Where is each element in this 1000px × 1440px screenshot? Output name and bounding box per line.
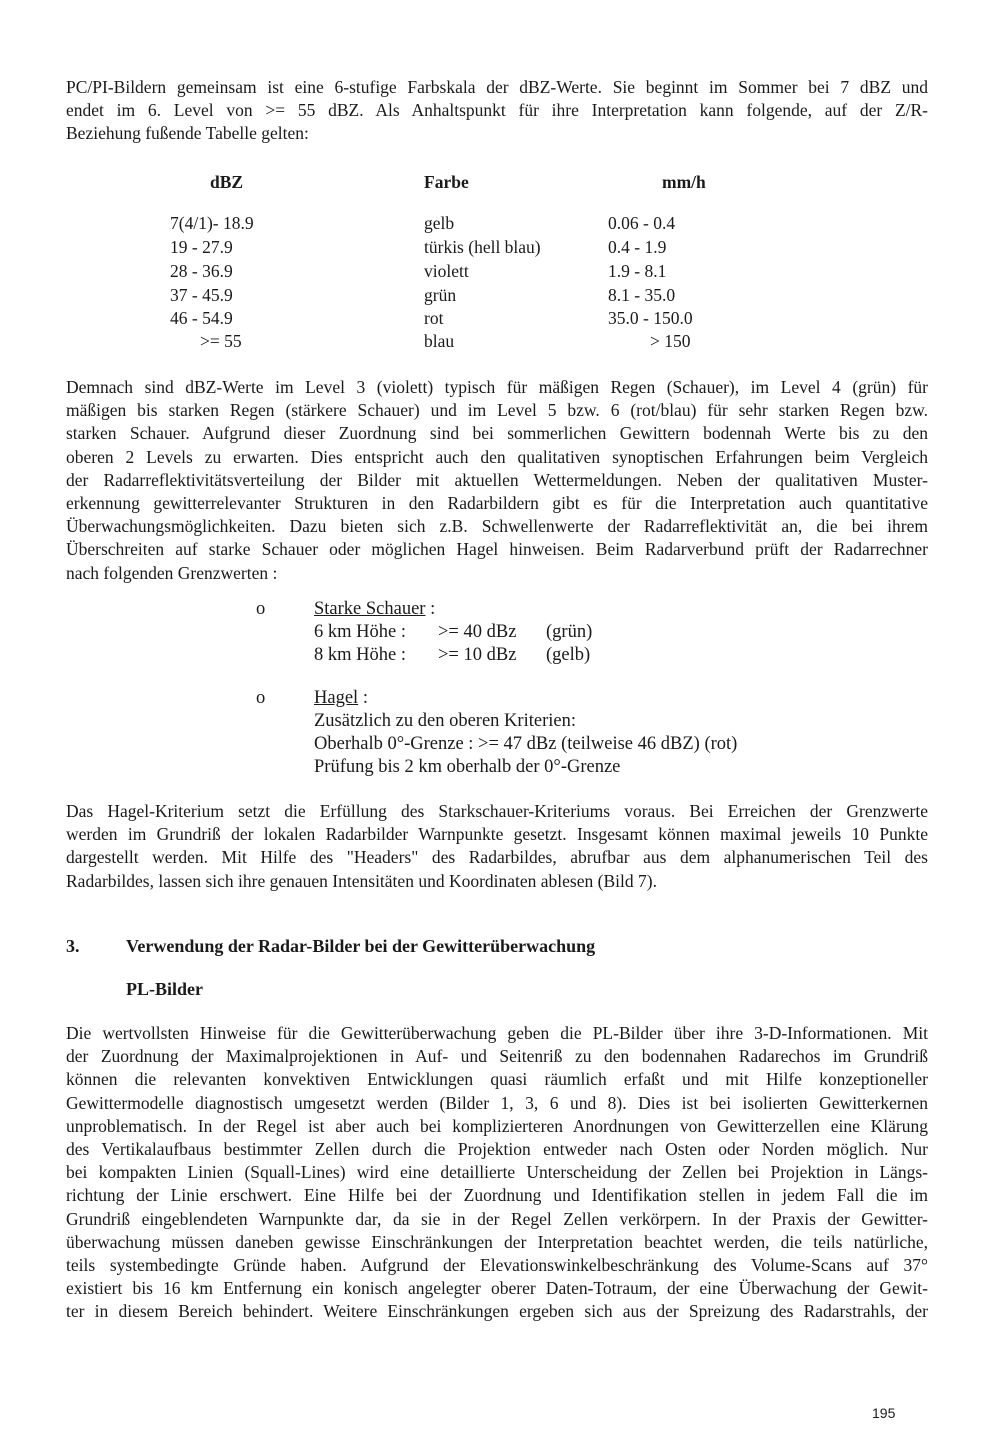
text-line: werden im Grundriß der lokalen Radarbilder Warnpunkte gesetzt. Insgesamt können maximal jeweils 10 Punkte [66,824,928,845]
text-line: des Vertikalaufbaus bestimmter Zellen durch die Projektion entweder nach Osten oder Norden möglich. Nur [66,1139,928,1160]
interpretation-paragraph [66,376,928,585]
criterion-value: >= 40 dBz [438,622,517,642]
text-line: bei kompakten Linien (Squall-Lines) wird eine detaillierte Unterscheidung der Zellen bei Projektion in Längs- [66,1162,928,1183]
pl-bilder-paragraph [66,1022,928,1324]
bullet-marker: o [256,599,266,619]
text-line: können die relevanten konvektiven Entwicklungen quasi räumlich erfaßt und mit Hilfe konzeptioneller [66,1069,928,1090]
text-line: Beziehung fußende Tabelle gelten: [66,123,309,144]
table-cell-dbz: 19 - 27.9 [170,237,233,257]
table-header-mmh: mm/h [662,172,706,192]
table-cell-dbz: 46 - 54.9 [170,308,233,328]
text-line: richtung der Linie erschwert. Eine Hilfe bei der Zuordnung und Identifikation stellen in jedem Fall die im [66,1185,928,1206]
table-header-farbe: Farbe [424,172,469,192]
criterion-line: Prüfung bis 2 km oberhalb der 0°-Grenze [314,757,621,777]
text-line: Die wertvollsten Hinweise für die Gewitterüberwachung geben die PL-Bilder über ihre 3-D-Informationen. Mit [66,1023,928,1043]
text-line: PC/PI-Bildern gemeinsam ist eine 6-stufige Farbskala der dBZ-Werte. Sie beginnt im Sommer bei 7 dBZ und [66,77,928,97]
table-cell-mmh: 35.0 - 150.0 [608,308,693,328]
table-cell-mmh: 8.1 - 35.0 [608,285,676,305]
criterion-title-text: Hagel [314,688,359,708]
criterion-title [314,598,435,621]
text-line: starken Schauer. Aufgrund dieser Zuordnung sind bei sommerlichen Gewittern bodennah Werte bis zu den [66,423,928,444]
text-line: nach folgenden Grenzwerten : [66,562,278,583]
criterion-title-colon: : [425,599,436,619]
text-line: Demnach sind dBZ-Werte im Level 3 (violett) typisch für mäßigen Regen (Schauer), im Level 4 (grün) für [66,377,928,397]
table-header-dbz: dBZ [210,172,244,192]
criterion-value: >= 10 dBz [438,645,517,665]
table-cell-farbe: gelb [424,213,455,233]
text-line: Überwachungsmöglichkeiten. Dazu bieten sich z.B. Schwellenwerte der Radarreflektivität an, die bei ihrem [66,516,928,537]
intro-paragraph [66,76,928,146]
bullet-marker: o [256,688,266,708]
text-line: mäßigen bis starken Regen (stärkere Schauer) und im Level 5 bzw. 6 (rot/blau) für sehr starken Regen bzw. [66,400,928,421]
text-line: existiert bis 16 km Entfernung ein konisch angelegter oberer Daten-Totraum, der eine Überwachung der Gewit- [66,1278,928,1299]
text-line: Überschreiten auf starke Schauer oder möglichen Hagel hinweisen. Beim Radarverbund prüft der Radarrechner [66,539,928,560]
table-cell-dbz: >= 55 [200,331,242,351]
text-line: endet im 6. Level von >= 55 dBZ. Als Anhaltspunkt für ihre Interpretation kann folgende, auf der Z/R- [66,100,928,121]
text-line: oberen 2 Levels zu erwarten. Dies entspricht auch den qualitativen synoptischen Erfahrungen beim Vergleich [66,446,928,467]
table-cell-farbe: blau [424,331,455,351]
text-line: Radarbildes, lassen sich ihre genauen Intensitäten und Koordinaten ablesen (Bild 7). [66,870,657,891]
section-title: Verwendung der Radar-Bilder bei der Gewitterüberwachung [126,936,596,956]
table-cell-dbz: 28 - 36.9 [170,261,233,281]
table-cell-mmh: 0.4 - 1.9 [608,237,667,257]
text-line: der Zuordnung der Maximalprojektionen in Auf- und Seitenriß zu den bodennahen Radarechos im Grundriß [66,1046,928,1067]
text-line: überwachung müssen daneben gewisse Einschränkungen der Interpretation beachtet werden, die teils natürliche, [66,1231,928,1252]
text-line: Das Hagel-Kriterium setzt die Erfüllung des Starkschauer-Kriteriums voraus. Bei Erreichen der Grenzwerte [66,801,928,821]
text-line: Gewittermodelle diagnostisch umgesetzt werden (Bilder 1, 3, 6 und 8). Dies ist bei isolierten Gewitterkernen [66,1092,928,1113]
text-line: Grundriß eingeblendeten Warnpunkte dar, da sie in der Regel Zellen verkörpern. In der Praxis der Gewitter- [66,1208,928,1229]
table-cell-dbz: 37 - 45.9 [170,285,233,305]
criterion-line: Oberhalb 0°-Grenze : >= 47 dBz (teilweise 46 dBZ) (rot) [314,734,738,754]
criterion-line: Zusätzlich zu den oberen Kriterien: [314,711,576,731]
text-line: dargestellt werden. Mit Hilfe des "Headers" des Radarbildes, abrufbar aus dem alphanumerischen Teil des [66,847,928,868]
table-cell-mmh: 0.06 - 0.4 [608,213,676,233]
criterion-label: 6 km Höhe : [314,622,406,642]
table-cell-mmh: 1.9 - 8.1 [608,261,667,281]
criterion-color: (grün) [546,622,593,642]
subsection-title: PL-Bilder [126,979,203,999]
text-line: der Radarreflektivitätsverteilung der Bilder mit aktuellen Wettermeldungen. Neben der qualitativen Muster- [66,469,928,490]
criterion-label: 8 km Höhe : [314,645,406,665]
criterion-title-colon: : [358,688,368,708]
criterion-title-text: Starke Schauer [314,599,426,619]
table-cell-mmh: > 150 [650,331,691,351]
table-cell-dbz: 7(4/1)- 18.9 [170,213,254,233]
text-line: ter in diesem Bereich behindert. Weitere Einschränkungen ergeben sich aus der Spreizung des Radarstrahls, der [66,1301,928,1322]
criterion-title [314,687,368,710]
table-cell-farbe: türkis (hell blau) [424,237,541,257]
text-line: unproblematisch. In der Regel ist aber auch bei komplizierteren Anordnungen von Gewitterzellen eine Klärung [66,1115,928,1136]
text-line: teils systembedingte Gründe haben. Aufgrund der Elevationswinkelbeschränkung des Volume-Scans auf 37° [66,1255,928,1276]
text-line: erkennung gewitterrelevanter Strukturen in den Radarbildern gibt es für die Interpretation auch quantitative [66,493,928,514]
table-cell-farbe: rot [424,308,444,328]
page-number: 195 [872,1405,896,1421]
section-number: 3. [66,936,80,956]
table-cell-farbe: grün [424,285,457,305]
criterion-color: (gelb) [546,645,591,665]
table-cell-farbe: violett [424,261,469,281]
hagel-paragraph [66,800,928,893]
